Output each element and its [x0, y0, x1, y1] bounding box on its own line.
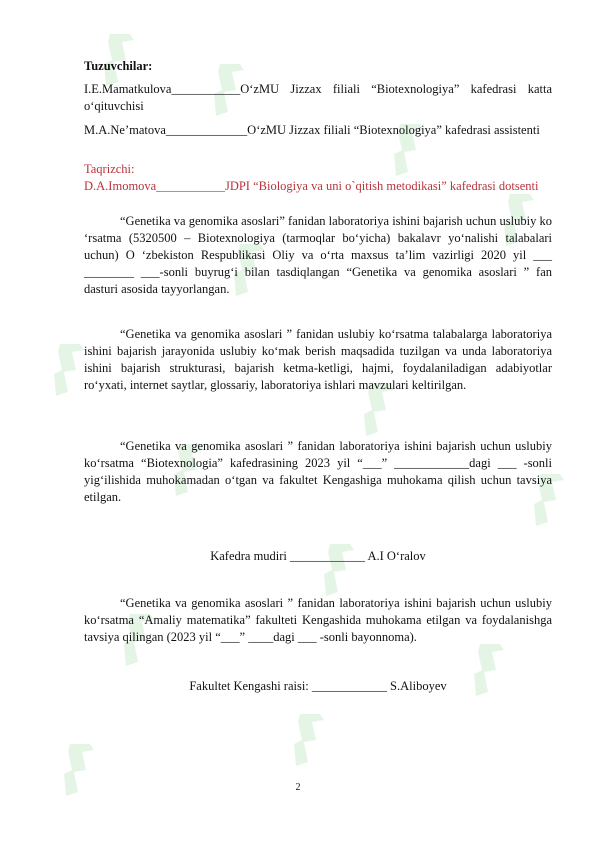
compiler-entry-2: M.A.Ne’matova_____________O‘zMU Jizzax filiali “Biotexnologiya” kafedrasi assistenti	[84, 123, 540, 137]
reviewer-entry: D.A.Imomova___________JDPI “Biologiya va uni o`qitish metodikasi” kafedrasi dotsenti	[84, 179, 539, 193]
reviewer-heading: Taqrizchi:	[84, 162, 135, 176]
council-chair-signature: Fakultet Kengashi raisi: ____________ S.Aliboyev	[189, 679, 447, 693]
page-number: 2	[295, 782, 301, 793]
document-body	[84, 58, 552, 695]
compilers-heading: Tuzuvchilar:	[84, 59, 153, 73]
department-head-signature: Kafedra mudiri ____________ A.I O‘ralov	[210, 549, 426, 563]
faculty-council-paragraph: “Genetika va genomika asoslari ” fanidan laboratoriya ishini bajarish uchun uslubiy ko‘rsatma “Amaliy matematika” fakulteti Kengashida muhokama etilgan va foydalanishga tavsiya qilingan (2023 yil “___” ____dagi ___ -sonli bayonnoma).	[84, 596, 552, 644]
department-review-paragraph: “Genetika va genomika asoslari ” fanidan laboratoriya ishini bajarish uchun uslubiy ko‘rsatma “Biotexnologia” kafedrasining 2023 yil “___” ____________dagi ___ -sonli yig‘ilishida muhokamadan o‘tgan va fakultet Kengashiga muhokama qilish uchun tavsiya etilgan.	[84, 439, 552, 504]
watermark-logo-icon	[290, 710, 330, 770]
compiler-entry-1: I.E.Mamatkulova___________O‘zMU Jizzax filiali “Biotexnologiya” kafedrasi katta o‘qituvchisi	[84, 82, 552, 113]
description-paragraph: “Genetika va genomika asoslari ” fanidan uslubiy ko‘rsatma talabalarga laboratoriya ishini bajarish jarayonida uslubiy ko‘mak berish maqsadida tuzilgan va unda laboratoriya ishini bajarish strukturasi, bajarish ketma-ketligi, hajmi, foydalaniladigan adabiyotlar ro‘yxati, internet saytlar, glossariy, laboratoriya ishlari mavzulari keltirilgan.	[84, 327, 552, 392]
approval-paragraph: “Genetika va genomika asoslari” fanidan laboratoriya ishini bajarish uchun uslubiy ko ‘rsatma (5320500 – Biotexnologiya (tarmoqlar bo‘yicha) bakalavr yo‘nalishi talabalari uchun) O ‘zbekiston Respublikasi Oliy va o‘rta maxsus ta’lim vazirligi 2020 yil ___ ________ ___-sonli buyrug‘i bilan tasdiqlangan “Genetika va genomika asoslari ” fan dasturi asosida tayyorlangan.	[84, 214, 552, 296]
